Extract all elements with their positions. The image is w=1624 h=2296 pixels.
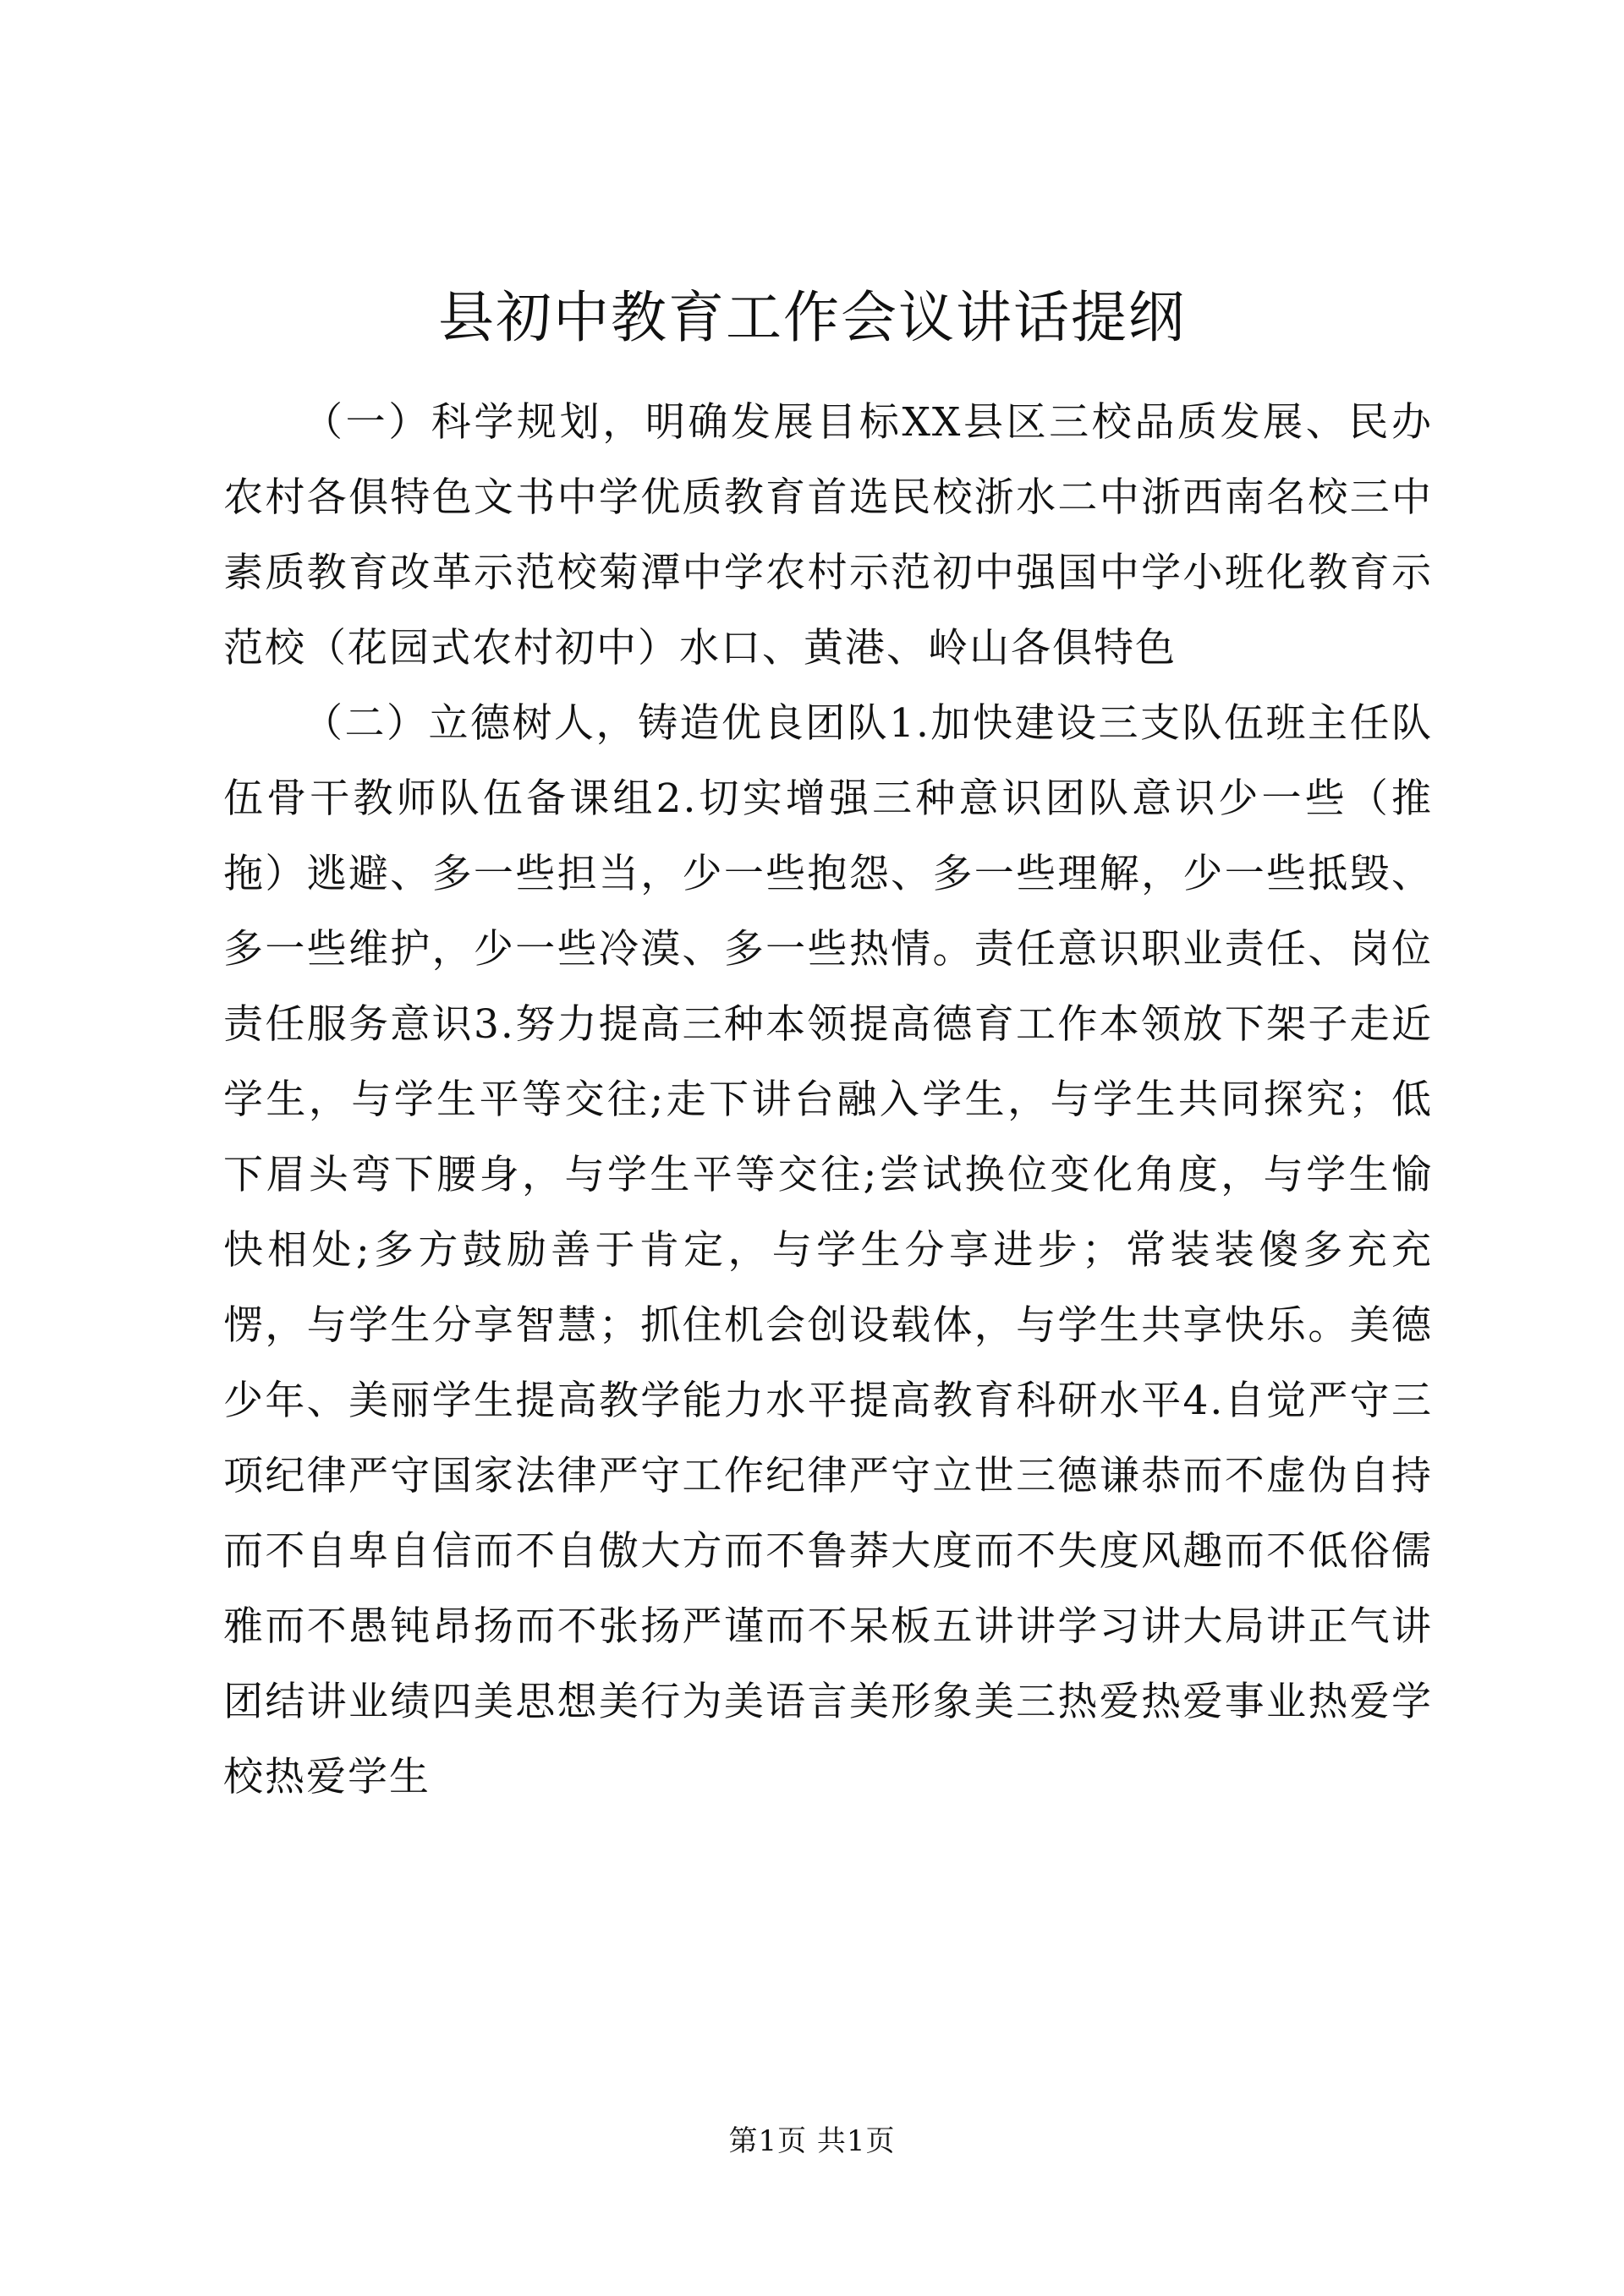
paragraph-2: （二）立德树人，铸造优良团队1.加快建设三支队伍班主任队伍骨干教师队伍备课组2.切实增强三种意识团队意识少一些（推拖）逃避、多一些担当，少一些抱怨、多一些理解，少一些抵毁、多一些维护，少一些冷漠、多一些热情。责任意识职业责任、岗位责任服务意识3.努力提高三种本领提高德育工作本领放下架子走近学生，与学生平等交往;走下讲台融入学生，与学生共同探究；低下眉头弯下腰身，与学生平等交往;尝试换位变化角度，与学生愉快相处;多方鼓励善于肯定，与学生分享进步；常装装傻多充充愣，与学生分享智慧；抓住机会创设载体，与学生共享快乐。美德少年、美丽学生提高教学能力水平提高教育科研水平4.自觉严守三项纪律严守国家法律严守工作纪律严守立世三德谦恭而不虚伪自持而不自卑自信而不自傲大方而不鲁莽大度而不失度风趣而不低俗儒雅而不愚钝昂扬而不张扬严谨而不呆板五讲讲学习讲大局讲正气讲团结讲业绩四美思想美行为美语言美形象美三热爱热爱事业热爱学校热爱学生 [223,700,1433,1800]
document-body [223,385,1433,1815]
document-title: 县初中教育工作会议讲话提纲 [438,285,1186,350]
page-footer: 第1页 共1页 [728,2124,896,2158]
paragraph-1: （一）科学规划，明确发展目标XX县区三校品质发展、民办农村各俱特色文书中学优质教育首选民校浙水二中浙西南名校三中素质教育改革示范校菊潭中学农村示范初中强国中学小班化教育示范校（花园式农村初中）水口、黄港、岭山各俱特色 [223,399,1433,671]
